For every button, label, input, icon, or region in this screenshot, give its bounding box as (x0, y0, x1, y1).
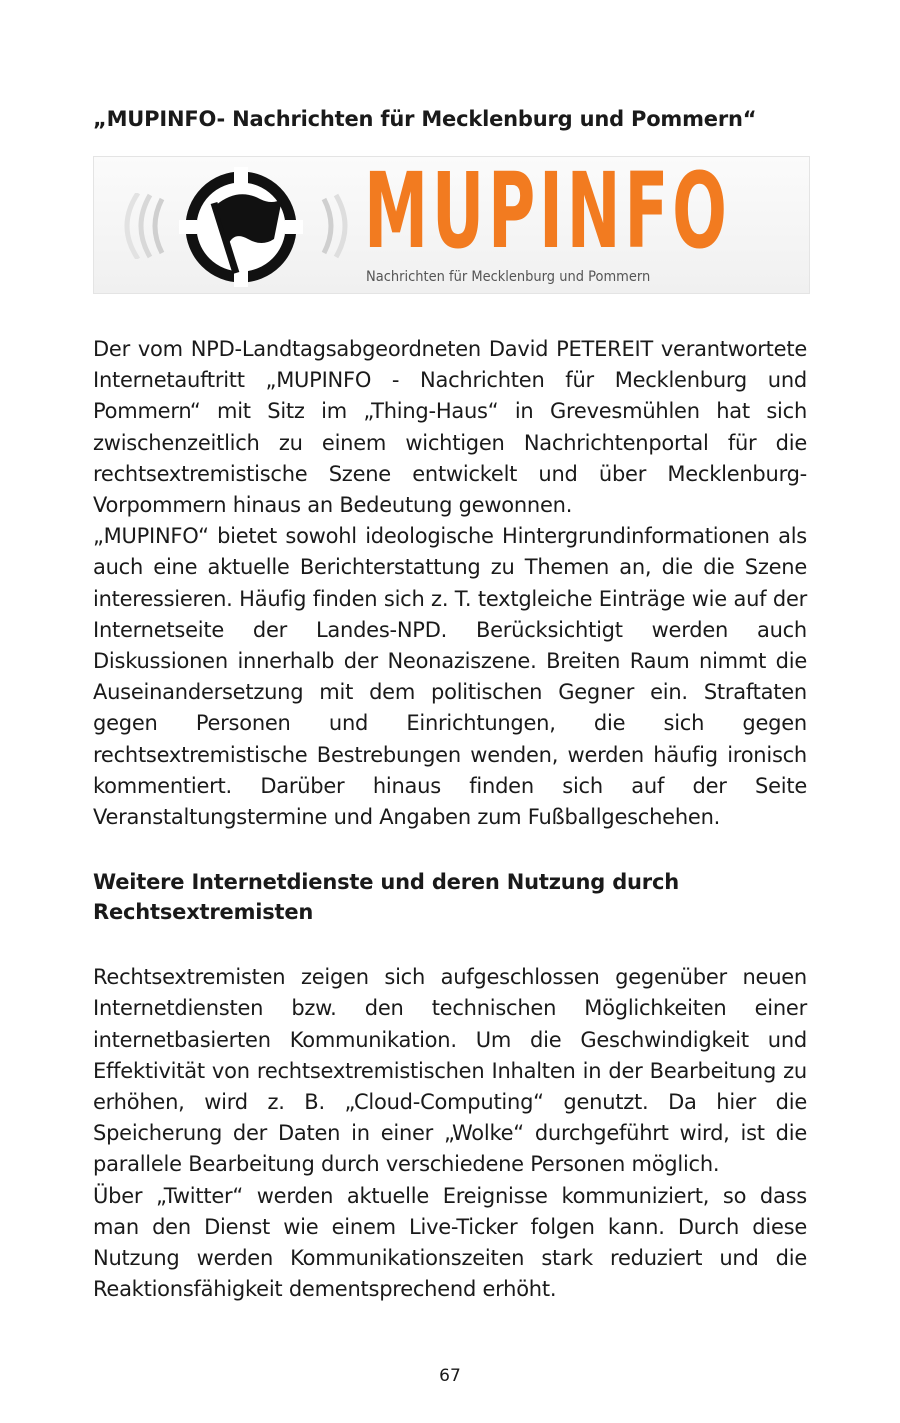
signal-waves-right-icon (318, 193, 358, 259)
mupinfo-wordmark: MUPINFO (364, 156, 731, 272)
flag-in-circle-emblem-icon (176, 165, 306, 289)
internetdienste-description (93, 962, 807, 1305)
mupinfo-banner-image (93, 156, 810, 294)
paragraph: „MUPINFO“ bietet sowohl ideologische Hintergrundinformationen als auch eine aktuelle Berichterstattung zu Themen an, die die Szene interessieren. Häufig finden sich z. T. textgleiche Einträge wie auf der Internetseite der Landes-NPD. Berücksichtigt werden auch Diskussionen innerhalb der Neonaziszene. Breiten Raum nimmt die Auseinandersetzung mit dem politischen Gegner ein. Straftaten gegen Personen und Einrichtungen, die sich gegen rechtsextremistische Bestrebungen wenden, werden häufig ironisch kommentiert. Darüber hinaus finden sich auf der Seite Veranstaltungstermine und Angaben zum Fußballgeschehen. (93, 524, 807, 830)
page-number: 67 (439, 1366, 461, 1386)
paragraph: Über „Twitter“ werden aktuelle Ereignisse kommuniziert, so dass man den Dienst wie einem Live-Ticker folgen kann. Durch diese Nutzung werden Kommunikationszeiten stark reduziert und die Reaktionsfähigkeit dementsprechend erhöht. (93, 1183, 807, 1302)
section-heading-internetdienste: Weitere Internetdienste und deren Nutzung durch Rechtsextremisten (93, 870, 679, 925)
section-heading-mupinfo: „MUPINFO- Nachrichten für Mecklenburg und Pommern“ (93, 107, 757, 131)
mupinfo-tagline: Nachrichten für Mecklenburg und Pommern (366, 269, 651, 285)
page-content (93, 104, 807, 1305)
mupinfo-description (93, 334, 807, 833)
paragraph: Der vom NPD-Landtagsabgeordneten David PETEREIT verantwortete Internetauftritt „MUPINFO - Nachrichten für Mecklenburg und Pommern“ mit Sitz im „Thing-Haus“ in Grevesmühlen hat sich zwischenzeitlich zu einem wichtigen Nachrichtenportal für die rechtsextremistische Szene entwickelt und über Mecklenburg-Vorpommern hinaus an Bedeutung gewonnen. (93, 337, 807, 518)
paragraph: Rechtsextremisten zeigen sich aufgeschlossen gegenüber neuen Internetdiensten bzw. den technischen Möglichkeiten einer internetbasierten Kommunikation. Um die Geschwindigkeit und Effektivität von rechtsextremistischen Inhalten in der Bearbeitung zu erhöhen, wird z. B. „Cloud-Computing“ genutzt. Da hier die Speicherung der Daten in einer „Wolke“ durchgeführt wird, ist die parallele Bearbeitung durch verschiedene Personen möglich. (93, 965, 807, 1177)
signal-waves-left-icon (118, 193, 168, 259)
